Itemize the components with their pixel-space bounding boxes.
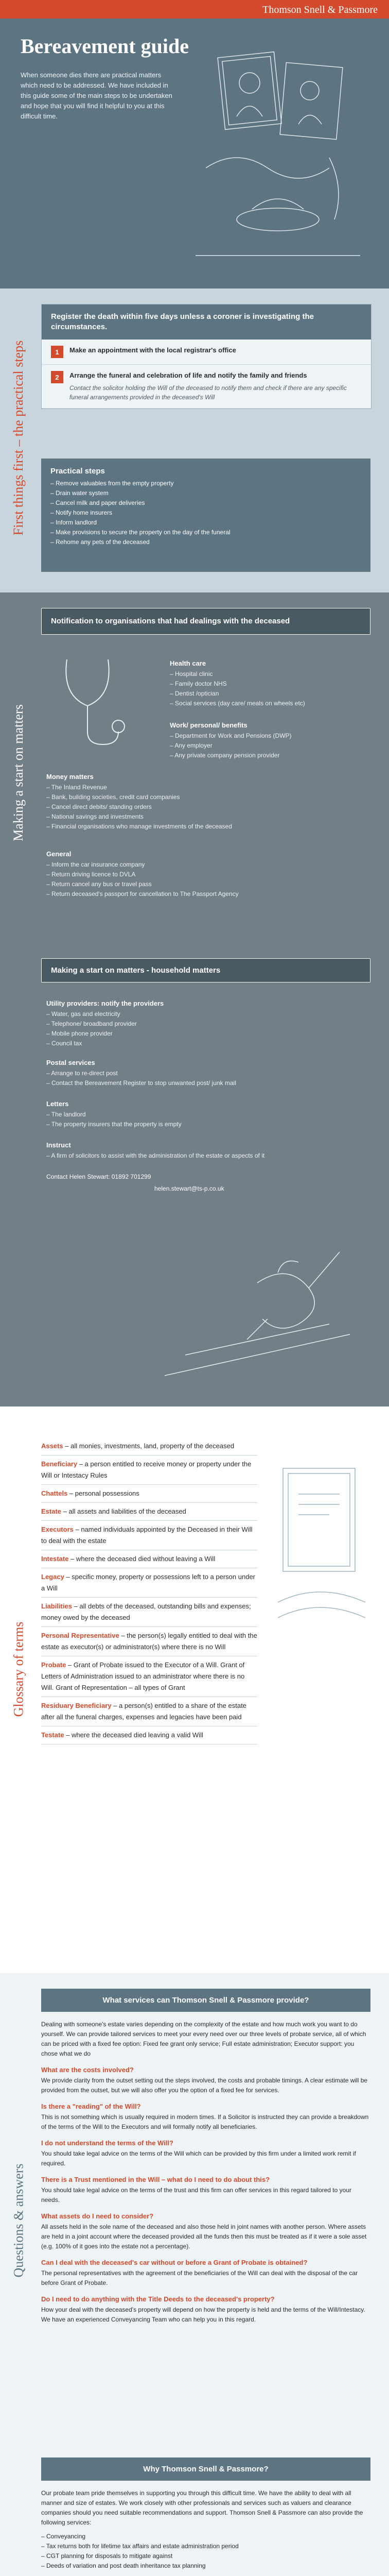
list-item: – Return driving licence to DVLA bbox=[46, 870, 355, 879]
block-title: Postal services bbox=[46, 1059, 95, 1066]
letters-block bbox=[46, 1100, 355, 1129]
glossary-term bbox=[41, 1568, 257, 1598]
glossary-term bbox=[41, 1437, 257, 1455]
qa-heading: What services can Thomson Snell & Passmore provide? bbox=[41, 1989, 370, 2012]
term-definition: – specific money, property or possessions left to a person under a Will bbox=[41, 1573, 255, 1592]
term-definition: – a person(s) entitled to a share of the estate after all the funeral charges, expenses and legacies have been paid bbox=[41, 1702, 246, 1721]
glossary-term bbox=[41, 1485, 257, 1503]
term-name: Assets bbox=[41, 1442, 63, 1450]
block-title: Money matters bbox=[46, 773, 94, 781]
qa-section bbox=[0, 1973, 389, 2576]
answer-text: All assets held in the sole name of the deceased and also those held in joint names with another person. Where assets are held in a joint account where the deceased provided all the funds then this must be treated as if it were a sole asset (e.g. 100% of it goes into the estate not a percentage). bbox=[41, 2223, 367, 2250]
qa-item bbox=[41, 2020, 370, 2059]
list-item: – Telephone/ broadband provider bbox=[46, 1019, 355, 1029]
term-definition: – named individuals appointed by the Deceased in their Will to deal with the estate bbox=[41, 1526, 253, 1545]
list-item: – Return cancel any bus or travel pass bbox=[46, 879, 355, 889]
list-item: – Conveyancing bbox=[41, 2532, 370, 2541]
qa-item bbox=[41, 2103, 370, 2132]
answer-text: You should take legal advice on the terms of the trust and this firm can offer services in this regard tailored to your needs. bbox=[41, 2187, 351, 2204]
step-item bbox=[42, 340, 371, 365]
practical-steps-panel bbox=[41, 459, 370, 572]
answer-text: You should take legal advice on the terms of the Will which can be provided by this firm under a limited work remit if required. bbox=[41, 2150, 356, 2167]
list-item: – Rehome any pets of the deceased bbox=[50, 537, 361, 547]
list-item: – Inform landlord bbox=[50, 518, 361, 528]
section-label-text: Making a start on matters bbox=[11, 704, 26, 841]
stethoscope-icon bbox=[46, 654, 139, 752]
making-start-section bbox=[0, 592, 389, 1406]
glossary-term bbox=[41, 1656, 257, 1697]
list-item: – Bank, building societies, credit card companies bbox=[46, 792, 355, 802]
section-label bbox=[3, 304, 34, 572]
list-item: – Dentist /optician bbox=[170, 689, 365, 699]
term-definition: – the person(s) legally entitled to deal with the estate as executor(s) or administrator(s) where there is no Will bbox=[41, 1632, 257, 1651]
list-item: – Remove valuables from the empty property bbox=[50, 479, 361, 488]
term-definition: – all monies, investments, land, property of the deceased bbox=[65, 1442, 235, 1450]
list-item: – Family doctor NHS bbox=[170, 679, 365, 689]
list-item: – A firm of solicitors to assist with the administration of the estate or aspects of it bbox=[46, 1151, 355, 1161]
step-number: 1 bbox=[51, 346, 63, 358]
term-name: Estate bbox=[41, 1507, 62, 1515]
glossary-term bbox=[41, 1503, 257, 1521]
book-illustration bbox=[268, 1448, 376, 1664]
list-item: – Inform the car insurance company bbox=[46, 860, 355, 870]
answer-text: The personal representatives with the agreement of the beneficiaries of the Will can deal with the disposal of the car before Grant of Probate. bbox=[41, 2269, 358, 2286]
term-name: Chattels bbox=[41, 1489, 68, 1497]
list-item: – Council tax bbox=[46, 1039, 355, 1048]
block-title: Work/ personal/ benefits bbox=[170, 721, 247, 729]
list-item: – Tax returns both for lifetime tax affairs and estate administration period bbox=[41, 2541, 370, 2551]
list-item: – Contact the Bereavement Register to stop unwanted post/ junk mail bbox=[46, 1078, 355, 1088]
step-note: Contact the solicitor holding the Will of the deceased to notify them and check if there are any specific funeral arrangements provided in the deceased's Will bbox=[69, 384, 347, 401]
steps-heading: Register the death within five days unless a coroner is investigating the circumstances. bbox=[42, 304, 371, 340]
glossary-term bbox=[41, 1598, 257, 1627]
intro-section bbox=[0, 19, 389, 289]
glossary-term bbox=[41, 1726, 257, 1744]
list-item: – CGT planning for disposals to mitigate against bbox=[41, 2551, 370, 2561]
list-item: – The property insurers that the property is empty bbox=[46, 1120, 355, 1129]
list-item: – Any employer bbox=[170, 741, 365, 751]
money-matters-block bbox=[46, 773, 355, 832]
list-item: – Notify home insurers bbox=[50, 508, 361, 518]
household-heading: Making a start on matters - household matters bbox=[41, 958, 370, 982]
why-heading: Why Thomson Snell & Passmore? bbox=[41, 2458, 370, 2481]
answer-text: We provide clarity from the outset setting out the steps involved, the costs and probable timings. A clear estimate will be provided from the outset, but we will also offer you the option of a fixed fee for services. bbox=[41, 2077, 368, 2094]
why-body bbox=[41, 2488, 370, 2571]
answer-text: This is not something which is usually required in modern times. If a Solicitor is instructed they can provide a breakdown of the terms of the Will to the Executors and will formally notify all beneficiaries. bbox=[41, 2113, 369, 2130]
list-item: – Deeds of variation and post death inheritance tax planning bbox=[41, 2561, 370, 2571]
block-title: Health care bbox=[170, 659, 206, 667]
question-text: What assets do I need to consider? bbox=[41, 2212, 154, 2220]
term-name: Probate bbox=[41, 1661, 66, 1669]
step-title: Make an appointment with the local registrar's office bbox=[69, 346, 236, 354]
term-definition: – where the deceased died without leaving a Will bbox=[70, 1555, 216, 1563]
question-text: What are the costs involved? bbox=[41, 2066, 134, 2074]
term-name: Personal Representative bbox=[41, 1632, 119, 1639]
brand-name: Thomson Snell & Passmore bbox=[262, 4, 378, 15]
list-item: – The Inland Revenue bbox=[46, 783, 355, 792]
postal-block bbox=[46, 1059, 355, 1088]
intro-text: When someone dies there are practical matters which need to be addressed. We have included in this guide some of the main steps to be undertaken and hope that you will find it helpful to you at this difficult time. bbox=[21, 71, 172, 120]
glossary-term bbox=[41, 1455, 257, 1485]
term-name: Residuary Beneficiary bbox=[41, 1702, 112, 1709]
step-item bbox=[42, 365, 371, 409]
qa-item bbox=[41, 2212, 370, 2251]
writing-hand-illustration bbox=[154, 1221, 370, 1386]
list-item: – Hospital clinic bbox=[170, 669, 365, 679]
qa-list bbox=[41, 2020, 370, 2332]
list-item: – Return deceased's passport for cancellation to The Passport Agency bbox=[46, 889, 355, 899]
question-text: There is a Trust mentioned in the Will – what do I need to do about this? bbox=[41, 2176, 270, 2183]
notification-heading: Notification to organisations that had dealings with the deceased bbox=[41, 608, 370, 635]
list-item: – Cancel milk and paper deliveries bbox=[50, 498, 361, 508]
term-name: Legacy bbox=[41, 1573, 64, 1581]
page-title: Bereavement guide bbox=[21, 35, 189, 58]
list-item: – Arrange to re-direct post bbox=[46, 1069, 355, 1078]
section-label bbox=[3, 1437, 34, 1901]
list-item: – Any private company pension provider bbox=[170, 751, 365, 760]
section-label-text: First things first – the practical steps bbox=[11, 340, 26, 536]
section-label bbox=[3, 1989, 34, 2452]
work-benefits-block bbox=[170, 721, 365, 760]
qa-item bbox=[41, 2176, 370, 2205]
qa-item bbox=[41, 2139, 370, 2168]
general-block bbox=[46, 850, 355, 899]
block-title: Letters bbox=[46, 1100, 69, 1108]
glossary-section bbox=[0, 1406, 389, 1973]
list-item: – Social services (day care/ meals on wheels etc) bbox=[170, 699, 365, 708]
question-text: Can I deal with the deceased's car without or before a Grant of Probate is obtained? bbox=[41, 2259, 308, 2266]
glossary-term bbox=[41, 1521, 257, 1550]
term-definition: – where the deceased died leaving a valid Will bbox=[66, 1731, 203, 1739]
list-item: – Financial organisations who manage investments of the deceased bbox=[46, 822, 355, 832]
term-definition: – a person entitled to receive money or property under the Will or Intestacy Rules bbox=[41, 1460, 252, 1479]
list-item: – Cancel direct debits/ standing orders bbox=[46, 802, 355, 812]
qa-item bbox=[41, 2259, 370, 2288]
qa-item bbox=[41, 2066, 370, 2095]
health-care-block bbox=[170, 659, 365, 708]
glossary-term bbox=[41, 1627, 257, 1656]
list-item: – National savings and investments bbox=[46, 812, 355, 822]
section-label-text: Questions & answers bbox=[11, 2163, 26, 2278]
question-text: Is there a "reading" of the Will? bbox=[41, 2103, 141, 2110]
term-name: Executors bbox=[41, 1526, 74, 1533]
answer-text: Dealing with someone's estate varies depending on the complexity of the estate and how much work you want to do yourself. We can provide tailored services to meet your every need over our three levels of probate service, all of which can be priced with a fixed fee option: Fixed fee grant only service; Full estate administration; Executor support: you chose what we do bbox=[41, 2021, 366, 2057]
list-item: – The landlord bbox=[46, 1110, 355, 1120]
instruct-block bbox=[46, 1141, 355, 1161]
header-bar bbox=[0, 0, 389, 19]
term-definition: – all debts of the deceased, outstanding bills and expenses; money owed by the deceased bbox=[41, 1602, 251, 1621]
term-name: Liabilities bbox=[41, 1602, 72, 1610]
term-name: Testate bbox=[41, 1731, 64, 1739]
section-label-text: Glossary of terms bbox=[11, 1621, 26, 1717]
question-text: Do I need to do anything with the Title Deeds to the deceased's property? bbox=[41, 2295, 275, 2303]
list-item: – Department for Work and Pensions (DWP) bbox=[170, 731, 365, 741]
why-text: Our probate team pride themselves in supporting you through this difficult time. We have the ability to deal with all manner and size of estates. We work closely with other professionals and services such as valuers and clearance companies should you need suitable recommendations and support. Thomson Snell & Passmore can also provide the following services: bbox=[41, 2489, 363, 2526]
list-item: – Make provisions to secure the property on the day of the funeral bbox=[50, 528, 361, 537]
question-text: I do not understand the terms of the Will? bbox=[41, 2139, 173, 2147]
term-definition: – Grant of Probate issued to the Executor of a Will. Grant of Letters of Administration issued to an administrator where there is no Will. Grant of Representation – all types of Grant bbox=[41, 1661, 245, 1691]
section-label bbox=[3, 608, 34, 938]
steps-panel bbox=[41, 304, 372, 409]
utility-block bbox=[46, 999, 355, 1048]
term-name: Intestate bbox=[41, 1555, 69, 1563]
term-definition: – personal possessions bbox=[69, 1489, 139, 1497]
glossary-list bbox=[41, 1437, 257, 1744]
contact-email[interactable]: helen.stewart@ts-p.co.uk bbox=[154, 1185, 224, 1192]
line-art-illustration bbox=[175, 34, 381, 271]
list-item: – Water, gas and electricity bbox=[46, 1009, 355, 1019]
contact-phone: Contact Helen Stewart: 01892 701299 bbox=[46, 1173, 151, 1180]
qa-item bbox=[41, 2295, 370, 2325]
block-title: Instruct bbox=[46, 1141, 71, 1149]
block-title: General bbox=[46, 850, 72, 858]
list-item: – Mobile phone provider bbox=[46, 1029, 355, 1039]
step-title: Arrange the funeral and celebration of life and notify the family and friends bbox=[69, 371, 307, 379]
glossary-term bbox=[41, 1550, 257, 1568]
step-number: 2 bbox=[51, 371, 63, 383]
term-definition: – all assets and liabilities of the deceased bbox=[63, 1507, 186, 1515]
list-item: – Drain water system bbox=[50, 488, 361, 498]
practical-title: Practical steps bbox=[50, 467, 105, 476]
first-things-section bbox=[0, 289, 389, 592]
glossary-term bbox=[41, 1697, 257, 1726]
answer-text: How your deal with the deceased's property will depend on how the property is held and the terms of the Will/Intestacy. We have an experienced Conveyancing Team who can help you in this regard. bbox=[41, 2306, 365, 2323]
block-title: Utility providers: notify the providers bbox=[46, 999, 164, 1007]
term-name: Beneficiary bbox=[41, 1460, 78, 1468]
